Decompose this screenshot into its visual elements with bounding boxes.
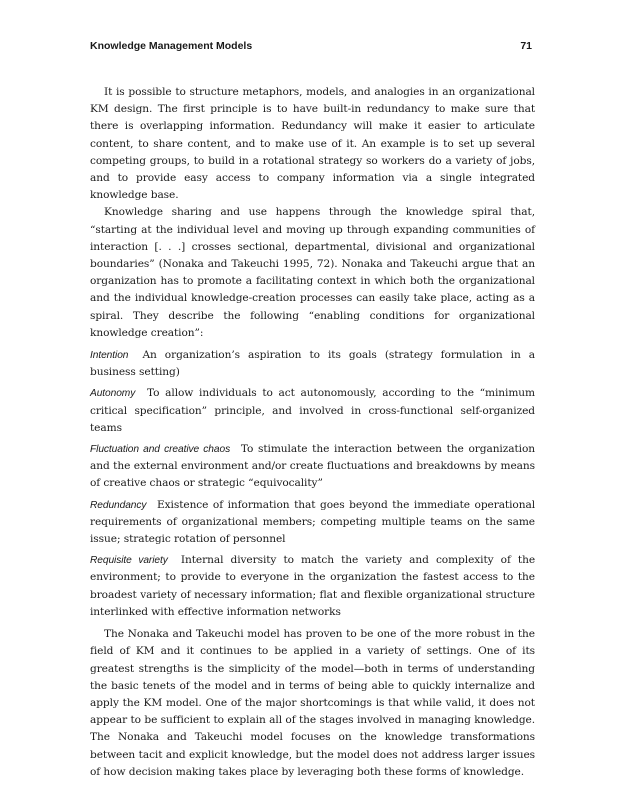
condition-fluctuation: [90, 441, 535, 493]
condition-requisite-variety: [90, 552, 535, 621]
condition-term: Autonomy: [90, 388, 136, 400]
page-body: [90, 84, 535, 781]
condition-term: Intention: [90, 350, 129, 362]
condition-intention: [90, 347, 535, 381]
condition-definition: Existence of information that goes beyond the immediate operational requirements of organizational members; competing multiple teams on the same issue; strategic rotation of personnel: [90, 498, 535, 546]
paragraph-km-design: It is possible to structure metaphors, models, and analogies in an organizational KM design. The first principle is to have built-in redundancy to make sure that there is overlapping information. Redundancy will make it easier to articulate content, to share content, and to make use of it. An example is to set up several competing groups, to build in a rotational strategy so workers do a variety of jobs, and to provide easy access to company information via a single integrated knowledge base.: [90, 86, 535, 202]
condition-definition: To allow individuals to act autonomously, according to the “minimum critical specification” principle, and involved in cross-functional self-organized teams: [90, 387, 535, 434]
condition-term: Redundancy: [90, 499, 147, 511]
enabling-conditions-list: [90, 347, 535, 621]
running-head-title: Knowledge Management Models: [90, 40, 253, 52]
running-head: [90, 40, 532, 52]
condition-definition: Internal diversity to match the variety and complexity of the environment; to provide to everyone in the organization the fastest access to the broadest variety of necessary information; flat and flexible organizational structure interlinked with effective information networks: [90, 554, 536, 618]
condition-redundancy: [90, 497, 535, 549]
paragraph-knowledge-spiral: Knowledge sharing and use happens through the knowledge spiral that, “starting at the individual level and moving up through expanding communities of interaction [. . .] crosses sectional, departmental, divisional and organizational boundaries” (Nonaka and Takeuchi 1995, 72). Nonaka and Takeuchi argue that an organization has to promote a facilitating context in which both the organizational and the individual knowledge-creation processes can easily take place, acting as a spiral. They describe the following “enabling conditions for organizational knowledge creation”:: [90, 206, 535, 339]
condition-term: Fluctuation and creative chaos: [90, 444, 231, 456]
condition-term: Requisite variety: [90, 555, 168, 567]
page-number: 71: [520, 40, 532, 52]
condition-autonomy: [90, 385, 535, 437]
condition-definition: To stimulate the interaction between the organization and the external environment and/or create fluctuations and breakdowns by means of creative chaos or strategic “equivocality”: [90, 443, 536, 490]
condition-definition: An organization’s aspiration to its goals (strategy formulation in a business setting): [90, 349, 535, 379]
paragraph-model-evaluation: The Nonaka and Takeuchi model has proven to be one of the more robust in the field of KM and it continues to be applied in a variety of settings. One of its greatest strengths is the simplicity of the model—both in terms of understanding the basic tenets of the model and in terms of being able to quickly internalize and apply the KM model. One of the major shortcomings is that while valid, it does not appear to be sufficient to explain all of the stages involved in managing knowledge. The Nonaka and Takeuchi model focuses on the knowledge transformations between tacit and explicit knowledge, but the model does not address larger issues of how decision making takes place by leveraging both these forms of knowledge.: [90, 628, 535, 778]
